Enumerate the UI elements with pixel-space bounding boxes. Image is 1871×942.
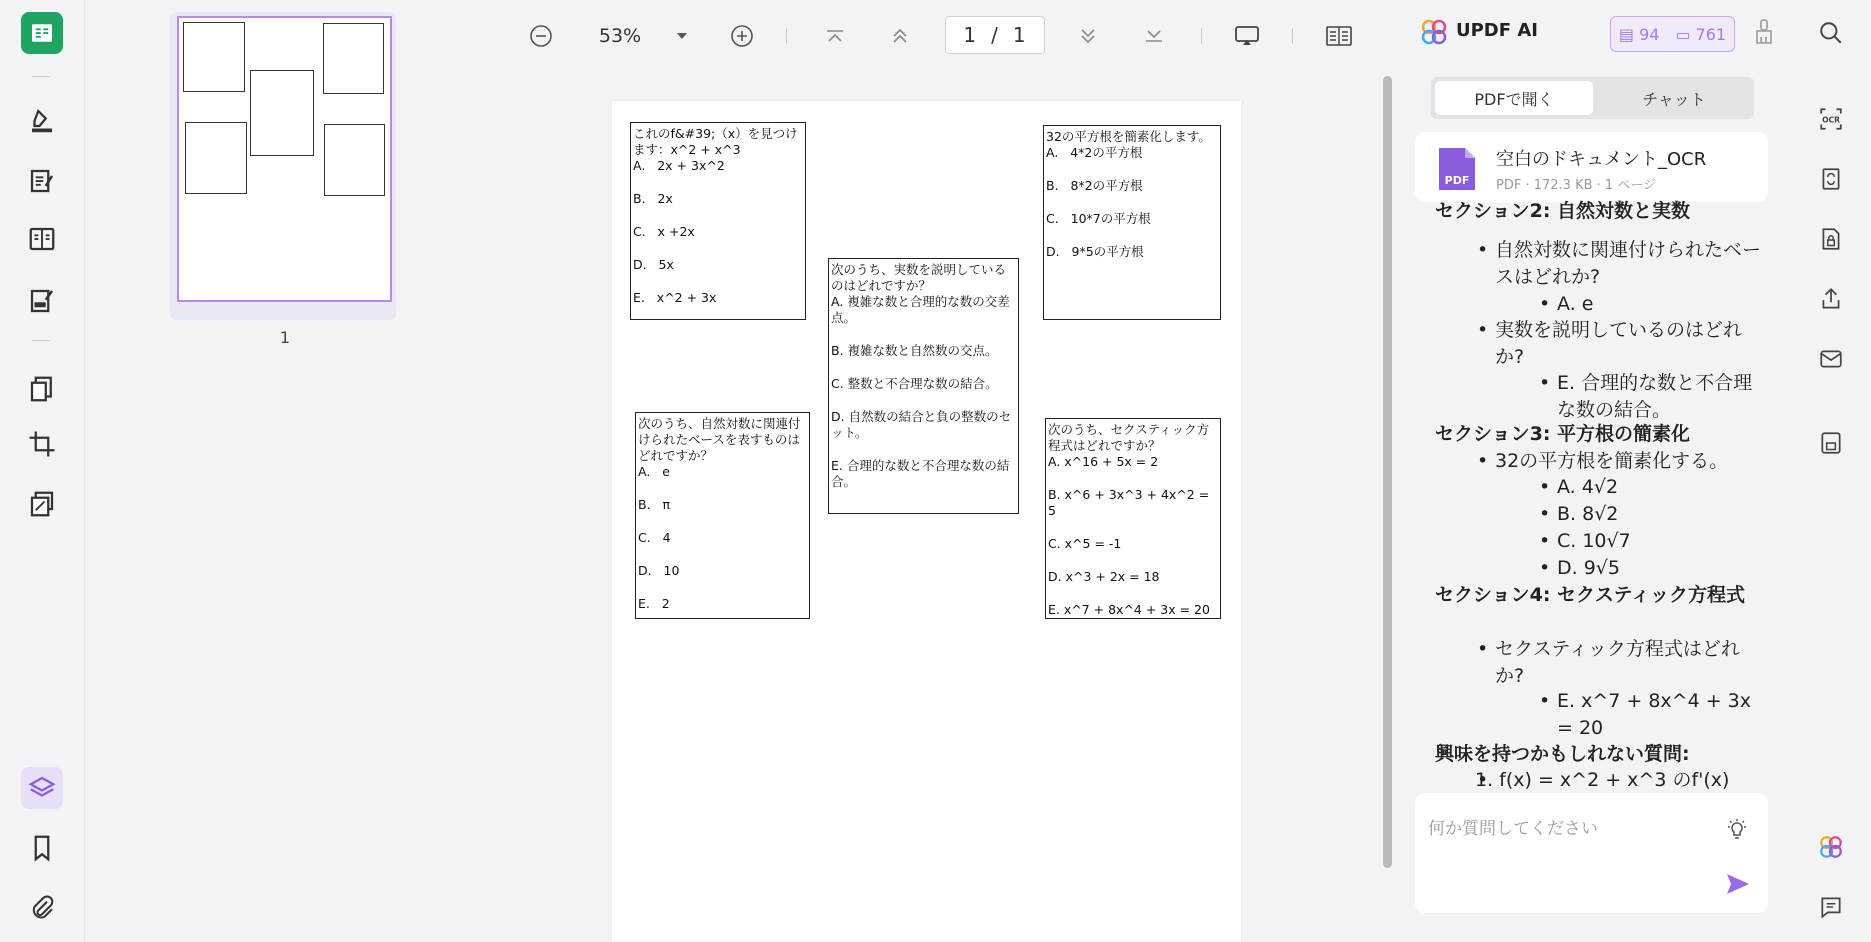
clear-chat-icon[interactable] <box>1752 18 1776 46</box>
question-text: 次のうち、実数を説明しているのはどれですか？ <box>831 262 1007 293</box>
updf-ai-logo-icon <box>1420 18 1448 46</box>
zoom-level[interactable]: 53% <box>598 25 642 47</box>
tab-ask-pdf[interactable]: PDFで聞く <box>1435 81 1593 115</box>
pdf-page <box>612 101 1241 942</box>
list-item: • セクスティック方程式はどれか? <box>1475 636 1765 690</box>
option-e: E. 合理的な数と不合理な数の結合。 <box>831 458 1010 489</box>
page-layout-icon[interactable] <box>1323 20 1355 52</box>
option-e: E. x^2 + 3x <box>633 290 717 305</box>
option-b: B. π <box>638 497 670 512</box>
ai-response <box>1419 200 1777 791</box>
question-text: 32の平方根を簡素化します。 <box>1046 129 1211 144</box>
highlighter-icon[interactable] <box>21 100 63 142</box>
total-pages: 1 <box>1012 23 1027 47</box>
svg-text:PDF: PDF <box>1444 174 1470 187</box>
thumb-box <box>323 23 384 94</box>
doc-credits <box>1619 25 1660 44</box>
search-icon[interactable] <box>1816 18 1846 48</box>
question-box-5 <box>1045 418 1221 619</box>
option-c: C. 4 <box>638 530 671 545</box>
thumb-box <box>250 70 314 156</box>
ai-input-placeholder[interactable]: 何か質問してください <box>1428 819 1598 839</box>
form-sign-icon[interactable] <box>21 280 63 322</box>
list-item: • C. 10√7 <box>1537 528 1763 555</box>
divider <box>32 340 50 341</box>
suggested-question[interactable]: • 1. f(x) = x^2 + x^3 のf'(x) <box>1475 767 1745 821</box>
chat-credit-icon: ▭ <box>1675 24 1691 44</box>
thumb-box <box>183 22 245 92</box>
list-item: • E. 合理的な数と不合理な数の結合。 <box>1537 370 1763 424</box>
next-page-icon[interactable] <box>1073 20 1103 52</box>
question-box-2 <box>828 258 1019 514</box>
page-separator: / <box>991 23 999 47</box>
document-meta: PDF · 172.3 KB · 1 ページ <box>1496 178 1657 193</box>
option-d: D. 5x <box>633 257 674 272</box>
organize-pages-icon[interactable] <box>21 218 63 260</box>
page-number-field[interactable] <box>945 16 1045 54</box>
question-text: 次のうち、セクスティック方程式はどれですか？ <box>1048 422 1210 453</box>
pdf-file-icon <box>1437 146 1477 192</box>
option-a: A. x^16 + 5x = 2 <box>1048 454 1159 469</box>
list-item: • 実数を説明しているのはどれか? <box>1475 317 1765 371</box>
list-item: • 32の平方根を簡素化する。 <box>1475 448 1765 475</box>
question-box-1 <box>630 122 806 320</box>
list-item: • A. e <box>1537 291 1763 318</box>
svg-text:OCR: OCR <box>1822 115 1840 125</box>
protect-icon[interactable] <box>21 483 63 525</box>
share-icon[interactable] <box>1816 284 1846 314</box>
left-toolbar <box>0 0 85 942</box>
ai-mode-tabs <box>1431 77 1754 119</box>
option-a: A. 複雑な数と合理的な数の交差点。 <box>831 294 1010 325</box>
option-d: D. 自然数の結合と負の整数のセット。 <box>831 409 1012 440</box>
page-thumbnail[interactable] <box>177 16 392 302</box>
save-icon[interactable] <box>1816 428 1846 458</box>
option-d: D. 9*5の平方根 <box>1046 244 1144 259</box>
option-e: E. x^7 + 8x^4 + 3x = 20 <box>1048 602 1210 617</box>
list-item: • A. 4√2 <box>1537 474 1763 501</box>
thumb-box <box>185 122 247 194</box>
pages-icon[interactable] <box>21 368 63 410</box>
attachment-icon[interactable] <box>21 887 63 929</box>
crop-icon[interactable] <box>21 423 63 465</box>
ai-panel-title: UPDF AI <box>1456 20 1538 41</box>
option-b: B. x^6 + 3x^3 + 4x^2 = 5 <box>1048 487 1210 518</box>
zoom-dropdown-icon[interactable] <box>672 20 692 52</box>
zoom-level-wrap <box>590 20 650 52</box>
prompt-suggestion-icon[interactable] <box>1725 818 1749 842</box>
option-e: E. 2 <box>638 596 670 611</box>
chat-credit-count: 761 <box>1695 24 1727 44</box>
question-text: これのf&#39;（x）を見つけます：x^2 + x^3 <box>633 126 798 157</box>
previous-page-icon[interactable] <box>885 20 915 52</box>
list-item: • 自然対数に関連付けられたベースはどれか? <box>1475 237 1765 291</box>
divider <box>786 28 787 44</box>
option-a: A. 2x + 3x^2 <box>633 158 725 173</box>
current-page: 1 <box>963 23 978 47</box>
comment-icon[interactable] <box>1816 892 1846 922</box>
reader-mode-icon[interactable] <box>21 12 63 54</box>
divider <box>32 76 50 77</box>
first-page-icon[interactable] <box>820 20 850 52</box>
zoom-in-icon[interactable] <box>727 20 757 52</box>
updf-ai-icon[interactable] <box>1816 832 1846 862</box>
option-d: D. x^3 + 2x = 18 <box>1048 569 1160 584</box>
option-c: C. 整数と不合理な数の結合。 <box>831 376 998 391</box>
option-b: B. 複雑な数と自然数の交点。 <box>831 343 998 358</box>
edit-pdf-icon[interactable] <box>21 160 63 202</box>
option-b: B. 2x <box>633 191 673 206</box>
ocr-icon[interactable] <box>1816 104 1846 134</box>
layers-icon[interactable] <box>21 767 63 809</box>
tab-chat[interactable]: チャット <box>1642 89 1706 109</box>
bookmark-icon[interactable] <box>21 827 63 869</box>
divider <box>1201 28 1202 44</box>
question-text: 次のうち、自然対数に関連付けられたベースを表すものはどれですか？ <box>638 416 801 463</box>
option-c: C. x +2x <box>633 224 695 239</box>
section-heading: セクション3: 平方根の簡素化 <box>1435 423 1691 445</box>
option-c: C. 10*7の平方根 <box>1046 211 1151 226</box>
section-heading: 興味を持つかもしれない質問: <box>1435 743 1690 765</box>
thumb-box <box>324 124 385 196</box>
thumbnail-page-number: 1 <box>279 328 291 347</box>
presentation-icon[interactable] <box>1232 20 1262 52</box>
option-a: A. 4*2の平方根 <box>1046 145 1143 160</box>
right-rail <box>1797 0 1871 942</box>
question-box-3 <box>1043 125 1221 320</box>
email-icon[interactable] <box>1816 344 1846 374</box>
list-item: • B. 8√2 <box>1537 501 1763 528</box>
document-credit-icon: ▤ <box>1618 24 1635 44</box>
option-d: D. 10 <box>638 563 680 578</box>
question-box-4 <box>635 412 810 619</box>
chat-credits <box>1675 25 1726 44</box>
list-item: • D. 9√5 <box>1537 555 1763 582</box>
section-heading: セクション4: セクスティック方程式 <box>1435 584 1745 606</box>
option-b: B. 8*2の平方根 <box>1046 178 1143 193</box>
ai-input-box[interactable] <box>1415 793 1768 913</box>
vertical-scrollbar[interactable] <box>1383 76 1392 868</box>
send-icon[interactable] <box>1725 872 1751 896</box>
zoom-out-icon[interactable] <box>526 20 556 52</box>
credits-badge[interactable] <box>1610 16 1735 52</box>
last-page-icon[interactable] <box>1139 20 1169 52</box>
document-name: 空白のドキュメント_OCR <box>1496 149 1707 170</box>
list-item: • E. x^7 + 8x^4 + 3x = 20 <box>1537 688 1763 742</box>
protect-file-icon[interactable] <box>1816 224 1846 254</box>
option-a: A. e <box>638 464 670 479</box>
section-heading: セクション2: 自然対数と実数 <box>1435 200 1691 222</box>
convert-icon[interactable] <box>1816 164 1846 194</box>
option-c: C. x^5 = -1 <box>1048 536 1122 551</box>
doc-credit-count: 94 <box>1639 24 1660 44</box>
divider <box>1292 28 1293 44</box>
